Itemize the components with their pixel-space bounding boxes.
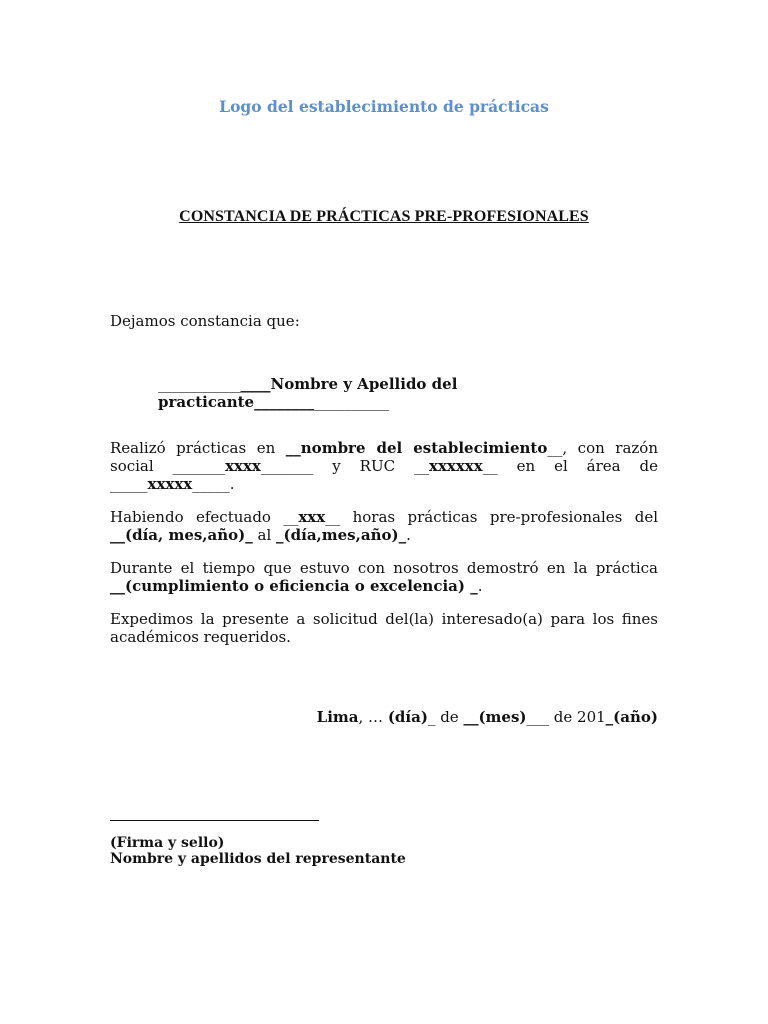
performance-placeholder: __(cumplimiento o eficiencia o excelencia) _ (110, 577, 478, 595)
start-date-placeholder: __(día, mes,año)_ (110, 526, 253, 544)
ruc-placeholder: xxxxxx (429, 457, 483, 475)
establishment-text-3: _______ y RUC __ (260, 457, 430, 475)
student-name-placeholder: ____Nombre y Apellido del practicante________ (158, 375, 458, 411)
performance-text-1: Durante el tiempo que estuvo con nosotros demostró en la práctica (110, 559, 658, 577)
establishment-name-placeholder: __nombre del establecimiento (285, 439, 548, 457)
place-date-line (317, 708, 658, 726)
end-date-placeholder: _(día,mes,año)_ (276, 526, 407, 544)
business-name-placeholder: xxxx (225, 457, 261, 475)
hours-text-1: Habiendo efectuado __ (110, 508, 299, 526)
representative-name-label: Nombre y apellidos del representante (110, 851, 406, 867)
signature-label: (Firma y sello) (110, 835, 225, 851)
area-placeholder: xxxxx (147, 475, 193, 493)
date-text-1: , … (358, 708, 388, 726)
day-placeholder: (día) (387, 708, 428, 726)
document-title: CONSTANCIA DE PRÁCTICAS PRE-PROFESIONALES (179, 208, 589, 225)
establishment-text-4: __ en el área de _____ (110, 457, 659, 493)
paragraph-establishment (110, 439, 658, 493)
student-line-prefix: ___________ (158, 375, 241, 393)
establishment-text-1: Realizó prácticas en (110, 439, 286, 457)
intro-text: Dejamos constancia que: (110, 312, 300, 330)
hours-text-3: al (252, 526, 277, 544)
date-text-2: _ de (427, 708, 464, 726)
logo-placeholder: Logo del establecimiento de prácticas (219, 97, 549, 116)
city-label: Lima (316, 708, 359, 726)
month-placeholder: __(mes) (463, 708, 527, 726)
paragraph-performance (110, 559, 658, 595)
hours-text-2: __ horas prácticas pre-profesionales del (325, 508, 658, 526)
hours-placeholder: xxx (298, 508, 326, 526)
year-placeholder: _(año) (605, 708, 658, 726)
performance-text-2: . (477, 577, 483, 595)
paragraph-hours (110, 508, 658, 544)
paragraph-purpose: Expedimos la presente a solicitud del(la) interesado(a) para los fines académicos requeridos. (110, 610, 658, 646)
hours-text-4: . (406, 526, 411, 544)
signature-line (110, 820, 319, 821)
date-text-3: ___ de 201 (526, 708, 606, 726)
student-line-suffix: __________ (314, 393, 390, 411)
signature-block (110, 835, 406, 867)
establishment-text-2: __, con razón social _______ (110, 439, 658, 475)
student-name-line (158, 375, 682, 411)
establishment-text-5: _____. (192, 475, 235, 493)
